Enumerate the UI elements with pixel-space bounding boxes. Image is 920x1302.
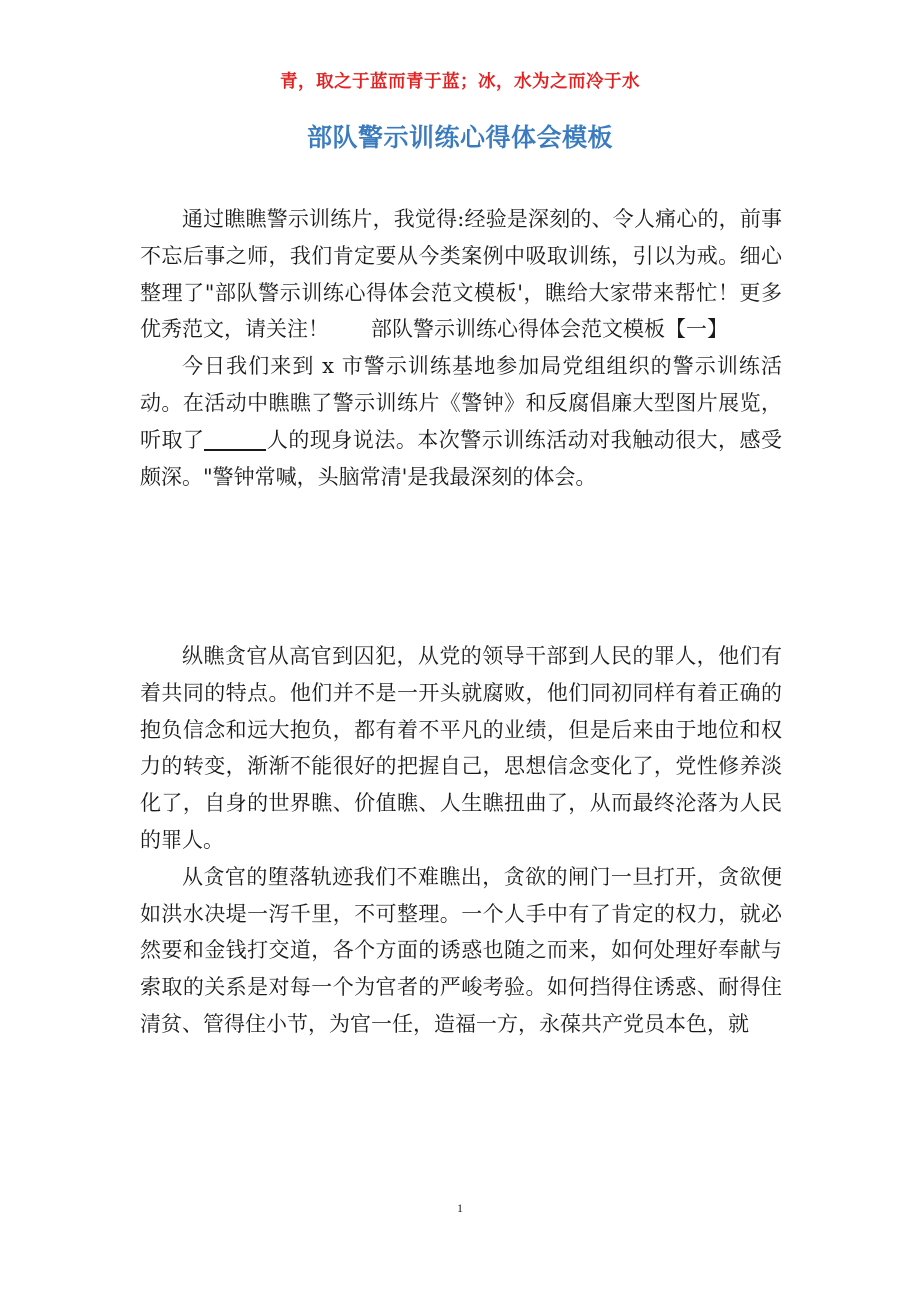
document-body-top	[140, 201, 782, 495]
document-title: 部队警示训练心得体会模板	[306, 123, 613, 152]
document-body-bottom	[140, 638, 782, 1043]
header-motto: 青，取之于蓝而青于蓝；冰，水为之而冷于水	[280, 72, 640, 92]
paragraph-visit-text-1: 今日我们来到 x 市警示训练基地参加局党组组织的警示训练活动。在活动中瞧瞧了警示训练片《警钟》和反腐倡廉大型图片展览，听取了	[140, 354, 782, 452]
paragraph-visit	[140, 348, 782, 495]
blank-fill-line	[204, 425, 266, 451]
page-number: 1	[457, 1201, 463, 1215]
paragraph-greed: 从贪官的堕落轨迹我们不难瞧出，贪欲的闸门一旦打开，贪欲便如洪水决堤一泻千里，不可整理。一个人手中有了肯定的权力，就必然要和金钱打交道，各个方面的诱惑也随之而来，如何处理好奉献与索取的关系是对每一个为官者的严峻考验。如何挡得住诱惑、耐得住清贫、管得住小节，为官一任，造福一方，永葆共产党员本色，就	[140, 864, 782, 1036]
paragraph-visit-text-2: 人的现身说法。本次警示训练活动对我触动很大，感受颇深。"警钟常喊，头脑常清'是我最深刻的体会。	[140, 427, 783, 489]
paragraph-corrupt-officials: 纵瞧贪官从高官到囚犯，从党的领导干部到人民的罪人，他们有着共同的特点。他们并不是一开头就腐败，他们同初同样有着正确的抱负信念和远大抱负，都有着不平凡的业绩，但是后来由于地位和权力的转变，渐渐不能很好的把握自己，思想信念变化了，党性修养淡化了，自身的世界瞧、价值瞧、人生瞧扭曲了，从而最终沦落为人民的罪人。	[140, 644, 782, 852]
paragraph-intro: 通过瞧瞧警示训练片，我觉得:经验是深刻的、令人痛心的，前事不忘后事之师，我们肯定要从今类案例中吸取训练，引以为戒。细心整理了"部队警示训练心得体会范文模板'，瞧给大家带来帮忙！更多优秀范文，请关注！ 部队警示训练心得体会范文模板【一】	[140, 207, 782, 342]
